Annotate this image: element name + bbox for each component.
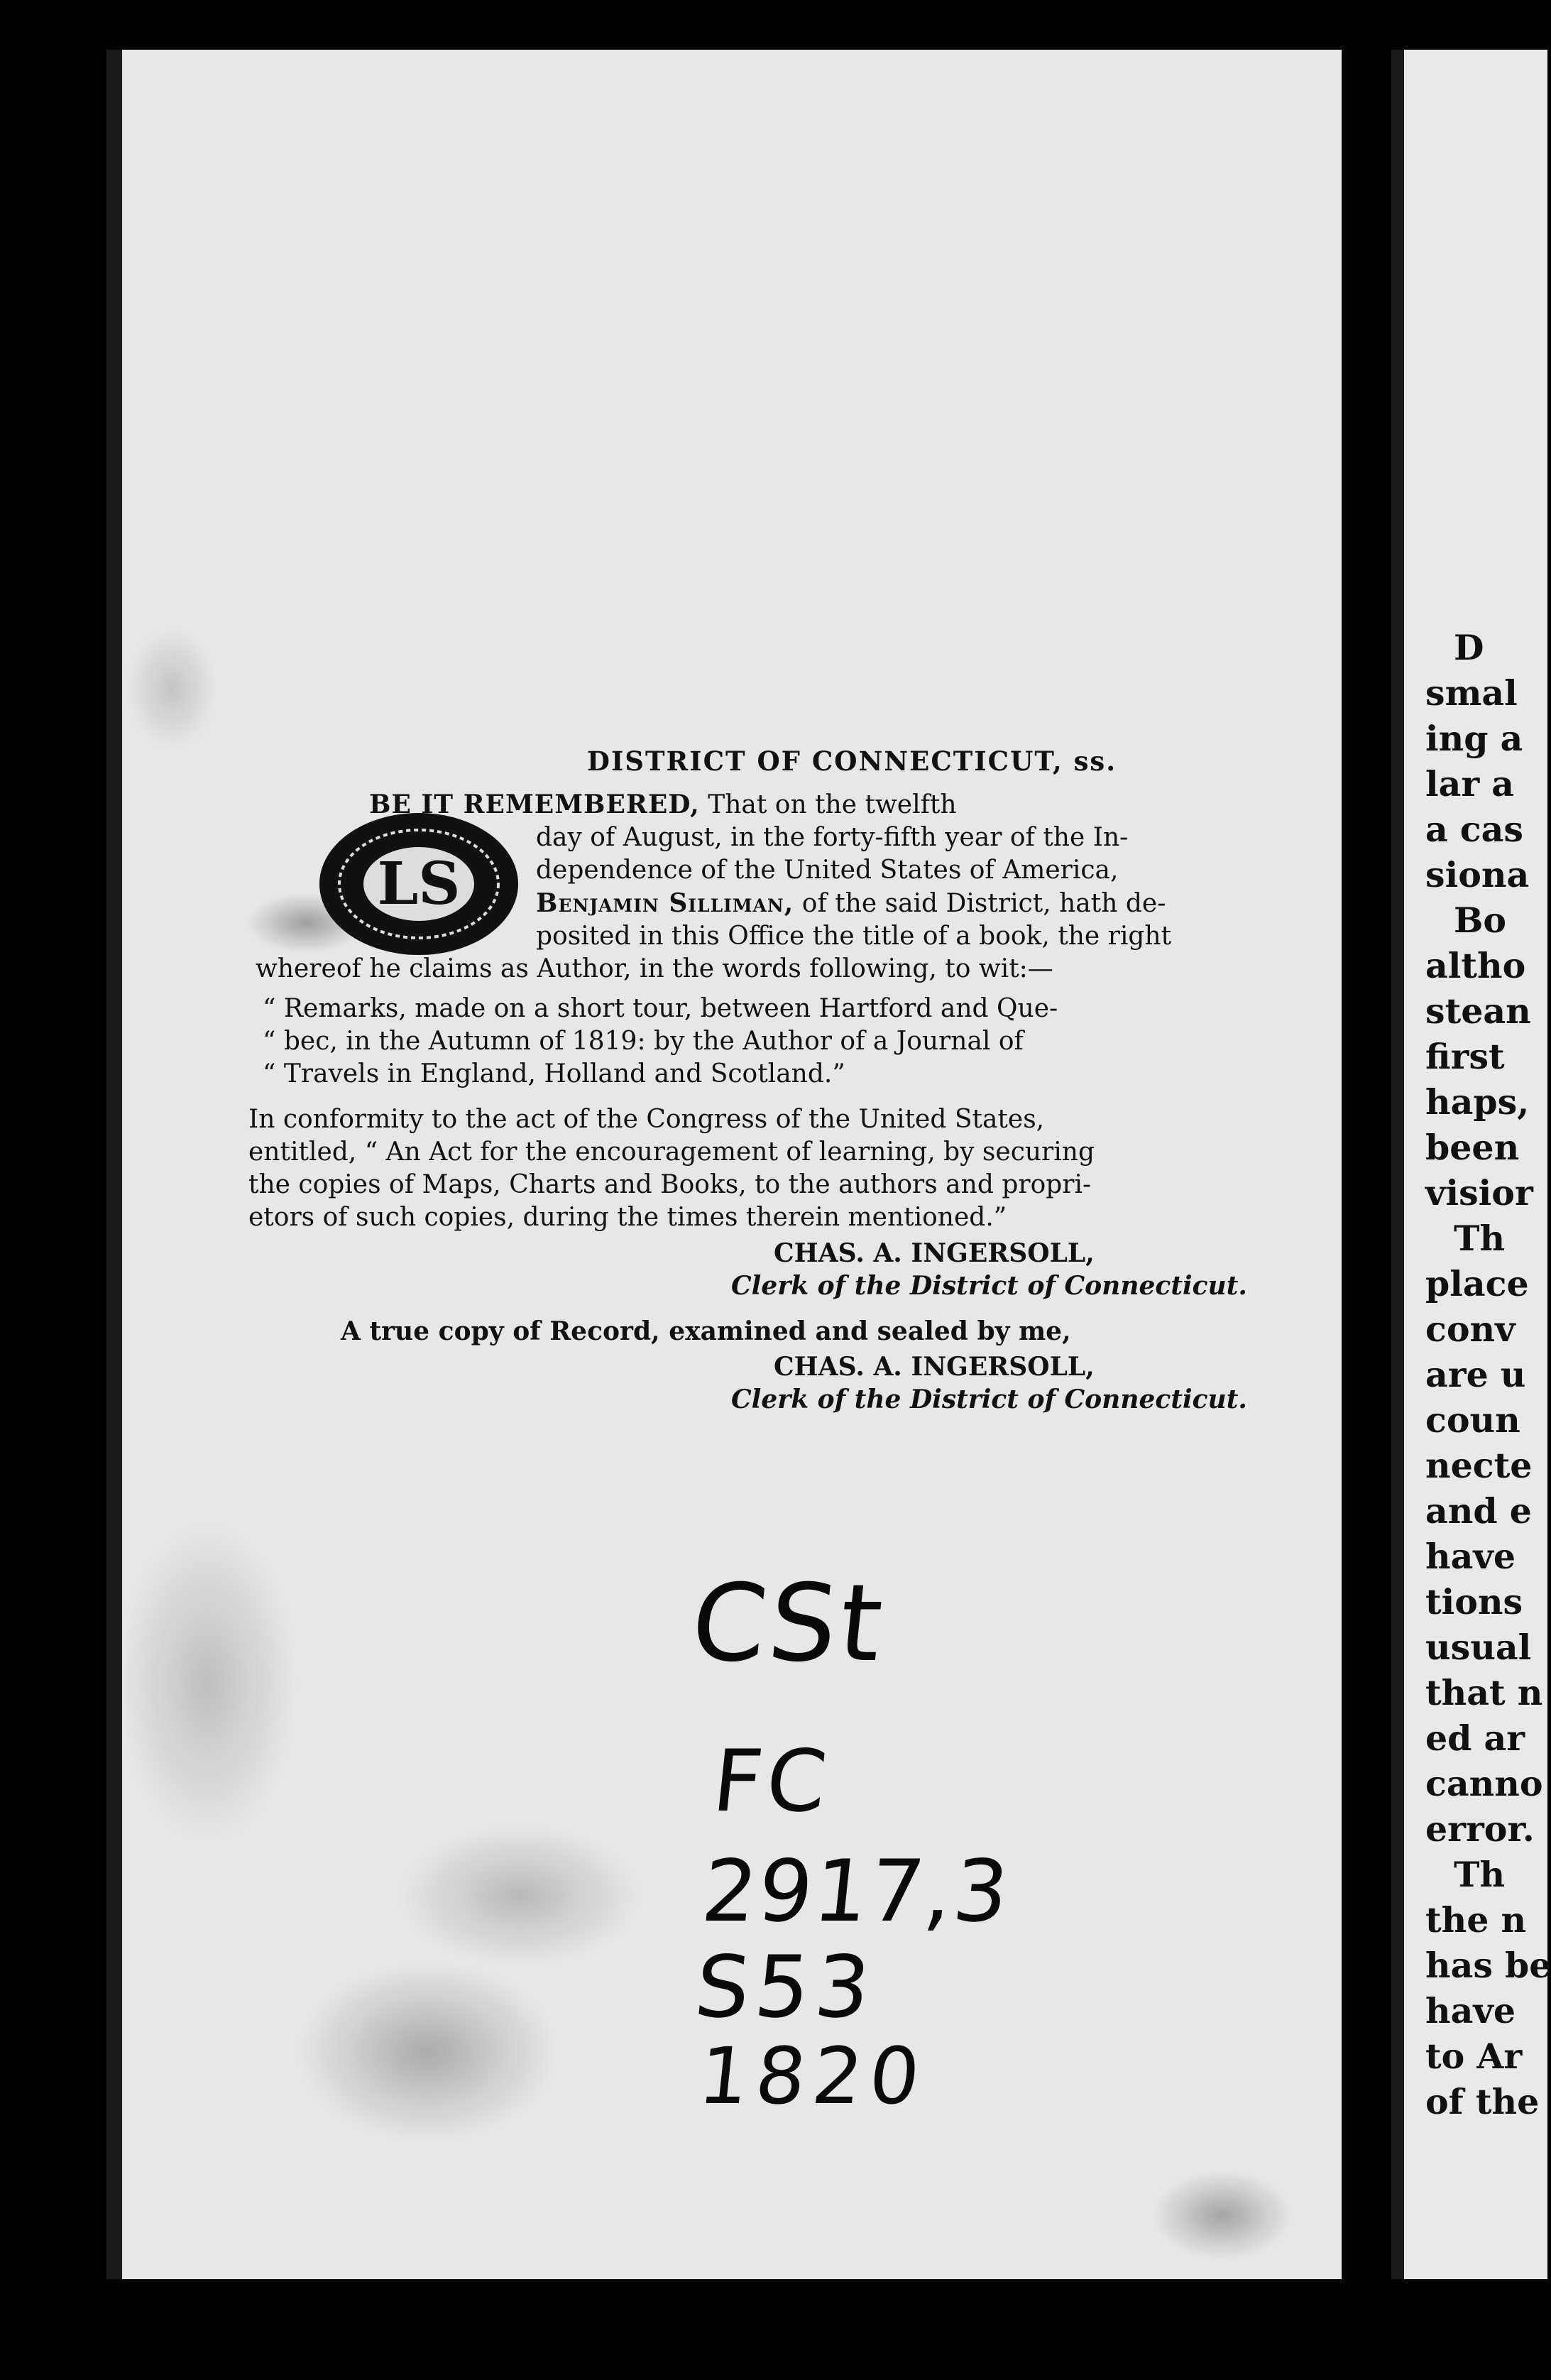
handwritten-call-number-2: 2917,3 bbox=[697, 1843, 1015, 1941]
record-line-4: whereof he claims as Author, in the words following, to wit:— bbox=[256, 954, 1053, 983]
right-page-line: Th bbox=[1454, 1854, 1506, 1895]
right-page-line: coun bbox=[1425, 1399, 1520, 1441]
right-page-line: D bbox=[1454, 627, 1484, 668]
right-page-text bbox=[1425, 625, 1551, 2124]
right-page-line: ed ar bbox=[1425, 1718, 1525, 1759]
right-page-line: siona bbox=[1425, 854, 1530, 895]
true-copy-line: A true copy of Record, examined and sealed by me, bbox=[341, 1316, 1071, 1346]
right-page-line: visior bbox=[1425, 1172, 1533, 1213]
signature-2: CHAS. A. INGERSOLL, bbox=[774, 1352, 1095, 1382]
right-page-line: lar a bbox=[1425, 763, 1514, 804]
record-paragraph bbox=[256, 788, 1278, 986]
district-heading: DISTRICT OF CONNECTICUT, ss. bbox=[586, 746, 1117, 777]
handwritten-library-mark: CSt bbox=[685, 1562, 891, 1686]
right-page-line: smal bbox=[1425, 672, 1518, 714]
right-page bbox=[1391, 50, 1551, 2279]
right-page-line: has be bbox=[1425, 1945, 1551, 1986]
signature-1-title: Clerk of the District of Connecticut. bbox=[731, 1271, 1247, 1301]
handwritten-year: 1820 bbox=[694, 2031, 931, 2122]
right-page-line: altho bbox=[1425, 945, 1526, 986]
right-page-line: that n bbox=[1425, 1672, 1543, 1713]
right-page-line: are u bbox=[1425, 1354, 1526, 1395]
signature-1: CHAS. A. INGERSOLL, bbox=[774, 1238, 1095, 1268]
right-page-line: of the bbox=[1425, 2081, 1540, 2122]
right-page-line: haps, bbox=[1425, 1081, 1530, 1123]
right-page-line: have bbox=[1425, 1536, 1516, 1577]
act-line-3: etors of such copies, during the times therein mentioned.” bbox=[248, 1203, 1007, 1232]
right-page-line: error. bbox=[1425, 1808, 1535, 1850]
right-page-line: usual bbox=[1425, 1627, 1532, 1668]
book-title-quote bbox=[263, 993, 1278, 1091]
right-page-line: stean bbox=[1425, 990, 1531, 1032]
record-line-3: posited in this Office the title of a book, the right bbox=[536, 922, 1172, 951]
record-line-0: That on the twelfth bbox=[708, 790, 957, 819]
quote-line-0: “ Remarks, made on a short tour, between Hartford and Que- bbox=[263, 994, 1058, 1023]
record-after-name: of the said District, hath de- bbox=[801, 889, 1166, 918]
record-lead: BE IT REMEMBERED, bbox=[369, 790, 700, 819]
seal-letters: LS bbox=[377, 850, 461, 918]
right-page-line: ing a bbox=[1425, 718, 1523, 759]
right-page-line: and e bbox=[1425, 1490, 1532, 1532]
author-name: Benjamin Silliman, bbox=[536, 888, 794, 918]
copyright-record bbox=[248, 746, 1278, 1416]
handwritten-call-number-3: S53 bbox=[690, 1938, 881, 2037]
handwritten-call-number-1: FC bbox=[708, 1732, 836, 1831]
act-line-0: In conformity to the act of the Congress of the United States, bbox=[248, 1105, 1045, 1134]
quote-line-2: “ Travels in England, Holland and Scotland.” bbox=[263, 1059, 845, 1088]
record-line-2: dependence of the United States of America, bbox=[536, 856, 1119, 885]
act-line-2: the copies of Maps, Charts and Books, to the authors and propri- bbox=[248, 1170, 1092, 1199]
right-page-line: have bbox=[1425, 1990, 1516, 2031]
right-page-line: conv bbox=[1425, 1309, 1516, 1350]
right-page-line: canno bbox=[1425, 1763, 1543, 1804]
act-paragraph bbox=[248, 1103, 1278, 1234]
right-page-line: first bbox=[1425, 1036, 1505, 1077]
right-page-line: necte bbox=[1425, 1445, 1533, 1486]
signature-2-title: Clerk of the District of Connecticut. bbox=[731, 1385, 1247, 1414]
right-page-line: a cas bbox=[1425, 809, 1523, 850]
right-page-line: to Ar bbox=[1425, 2036, 1523, 2077]
act-line-1: entitled, “ An Act for the encouragement of learning, by securing bbox=[248, 1137, 1095, 1167]
right-page-line: Th bbox=[1454, 1218, 1506, 1259]
right-page-line: the n bbox=[1425, 1899, 1527, 1940]
quote-line-1: “ bec, in the Autumn of 1819: by the Author of a Journal of bbox=[263, 1027, 1024, 1056]
right-page-line: Bo bbox=[1454, 900, 1507, 941]
record-line-1: day of August, in the forty-fifth year of the In- bbox=[536, 823, 1129, 852]
right-page-line: tions bbox=[1425, 1581, 1523, 1622]
right-page-line: place bbox=[1425, 1263, 1529, 1304]
right-page-line: been bbox=[1425, 1127, 1520, 1168]
